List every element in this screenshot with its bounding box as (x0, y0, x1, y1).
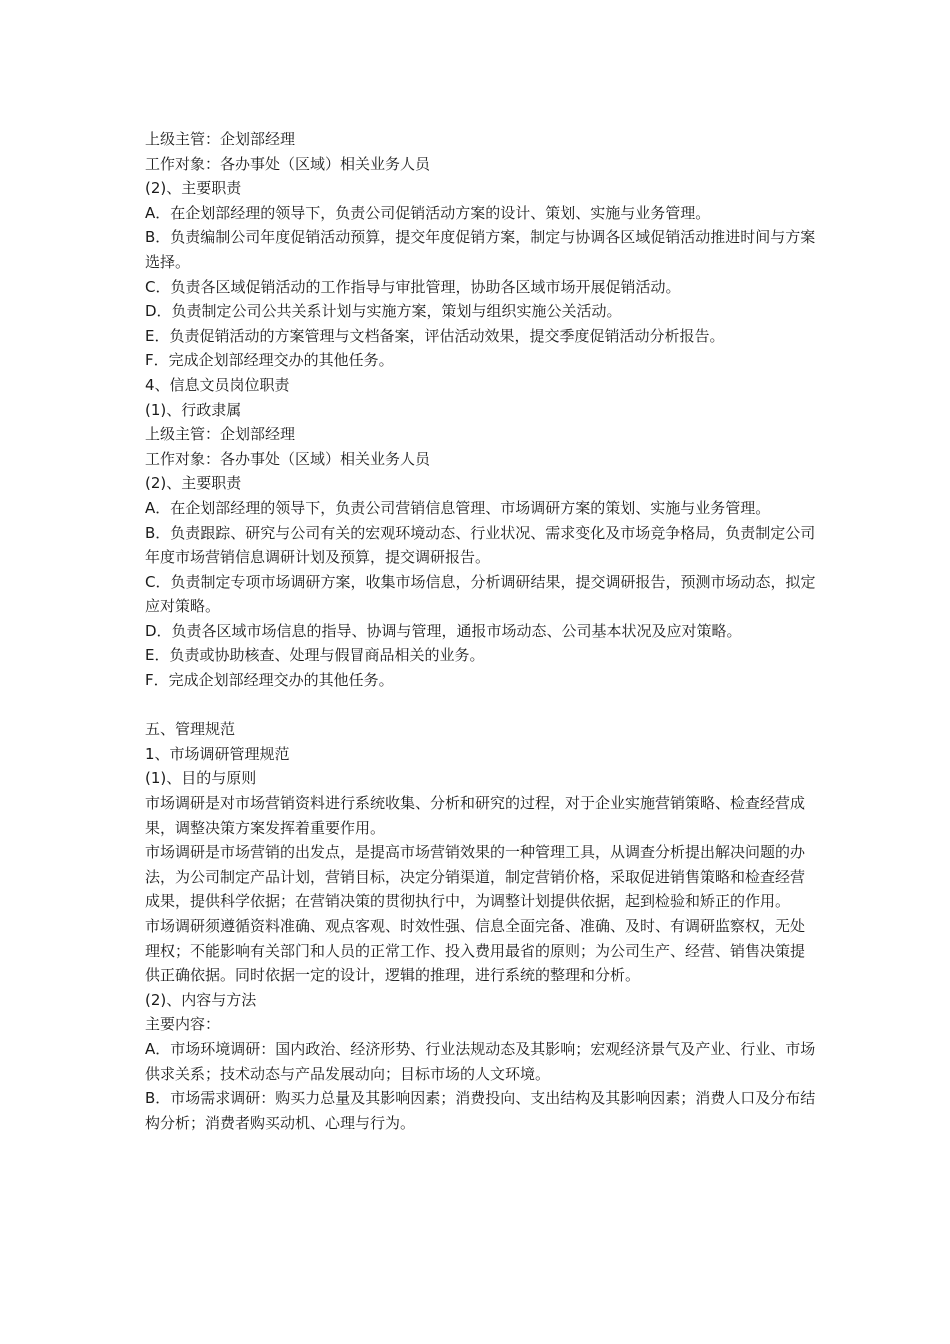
subheading-main-duties: (2)、主要职责 (145, 474, 242, 493)
duty-item-e: E．负责促销活动的方案管理与文档备案，评估活动效果，提交季度促销活动分析报告。 (145, 326, 725, 345)
section-heading-info-clerk: 4、信息文员岗位职责 (145, 375, 290, 394)
duty-item-d: D．负责制定公司公共关系计划与实施方案，策划与组织实施公关活动。 (145, 302, 622, 321)
paragraph-starting-point: 市场调研是市场营销的出发点，是提高市场营销效果的一种管理工具，从调查分析提出解决问题的办法，为公司制定产品计划，营销目标，决定分销渠道，制定营销价格，采取促进销售策略和检查经营成果，提供科学依据；在营销决策的贯彻执行中，为调整计划提供依据，起到检验和矫正的作用。 (145, 843, 806, 911)
section-heading-market-research: 1、市场调研管理规范 (145, 744, 290, 763)
supervisor-line: 上级主管：企划部经理 (145, 425, 296, 444)
duty-item-a: A．在企划部经理的领导下，负责公司促销活动方案的设计、策划、实施与业务管理。 (145, 203, 711, 222)
duty-item-c: C．负责制定专项市场调研方案，收集市场信息，分析调研结果，提交调研报告，预测市场动态，拟定应对策略。 (145, 572, 816, 616)
work-target-line: 工作对象：各办事处（区域）相关业务人员 (145, 449, 431, 468)
supervisor-line: 上级主管：企划部经理 (145, 130, 296, 148)
paragraph-definition: 市场调研是对市场营销资料进行系统收集、分析和研究的过程，对于企业实施营销策略、检查经营成果，调整决策方案发挥着重要作用。 (145, 794, 806, 837)
content-item-a: A．市场环境调研：国内政治、经济形势、行业法规动态及其影响；宏观经济景气及产业、行业、市场供求关系；技术动态与产品发展动向；目标市场的人文环境。 (145, 1039, 816, 1083)
duty-item-a: A．在企划部经理的领导下，负责公司营销信息管理、市场调研方案的策划、实施与业务管理。 (145, 498, 771, 517)
duty-item-f: F．完成企划部经理交办的其他任务。 (145, 351, 394, 370)
duty-item-e: E．负责或协助核查、处理与假冒商品相关的业务。 (145, 646, 485, 665)
chapter-heading-management-norms: 五、管理规范 (145, 720, 236, 739)
content-item-b: B．市场需求调研：购买力总量及其影响因素；消费投向、支出结构及其影响因素；消费人口及分布结构分析；消费者购买动机、心理与行为。 (145, 1089, 816, 1132)
duty-item-b: B．负责跟踪、研究与公司有关的宏观环境动态、行业状况、需求变化及市场竞争格局，负责制定公司年度市场营销信息调研计划及预算，提交调研报告。 (145, 523, 816, 567)
subheading-content-methods: (2)、内容与方法 (145, 990, 257, 1009)
label-main-content: 主要内容： (145, 1015, 221, 1034)
blank-line (145, 693, 817, 718)
subheading-purpose-principles: (1)、目的与原则 (145, 769, 257, 788)
duty-item-b: B．负责编制公司年度促销活动预算，提交年度促销方案，制定与协调各区域促销活动推进时间与方案选择。 (145, 228, 816, 271)
duty-item-d: D．负责各区域市场信息的指导、协调与管理，通报市场动态、公司基本状况及应对策略。 (145, 621, 742, 640)
subheading-main-duties: (2)、主要职责 (145, 179, 242, 198)
document-page (145, 127, 817, 1135)
duty-item-c: C．负责各区域促销活动的工作指导与审批管理，协助各区域市场开展促销活动。 (145, 277, 681, 296)
subheading-admin-affiliation: (1)、行政隶属 (145, 400, 242, 419)
duty-item-f: F．完成企划部经理交办的其他任务。 (145, 671, 394, 690)
work-target-line: 工作对象：各办事处（区域）相关业务人员 (145, 154, 431, 173)
paragraph-principles: 市场调研须遵循资料准确、观点客观、时效性强、信息全面完备、准确、及时、有调研监察权，无处理权；不能影响有关部门和人员的正常工作、投入费用最省的原则；为公司生产、经营、销售决策提供正确依据。同时依据一定的设计，逻辑的推理，进行系统的整理和分析。 (145, 917, 806, 985)
